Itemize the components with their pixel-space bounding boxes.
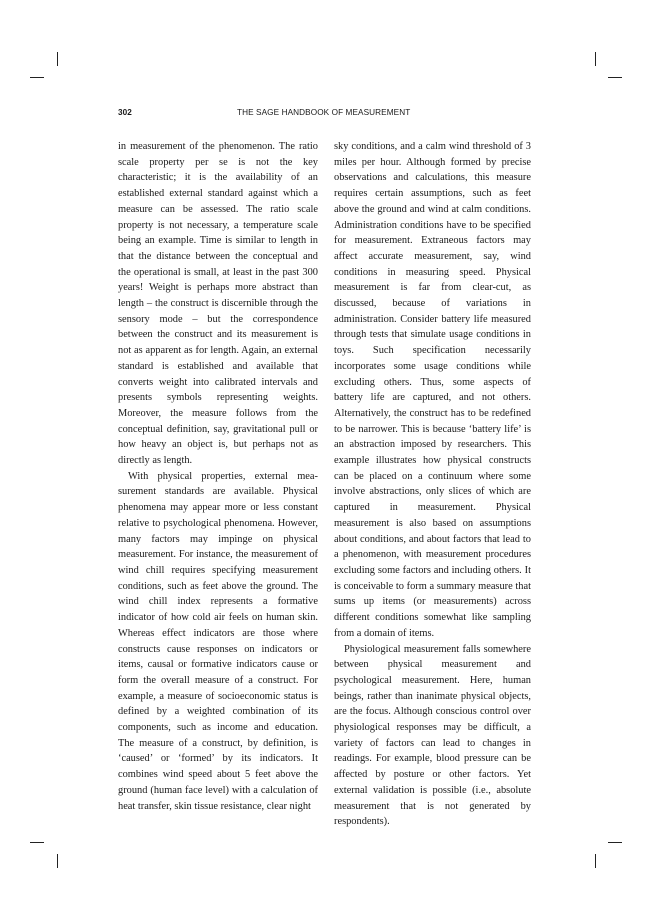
- running-head: [118, 108, 532, 122]
- crop-mark-top-left-horizontal: [30, 77, 44, 78]
- right-column: [334, 139, 531, 830]
- crop-mark-bottom-left-vertical: [57, 854, 58, 868]
- right-paragraph-1: sky conditions, and a calm wind threshold of 3 miles per hour. Although formed by precise observations and calculations, this measure requires certain assumptions, such as feet above the ground and wind at calm conditions. Administration conditions have to be specified for measurement. Extraneous factors may affect accurate measurement, say, wind conditions in measuring speed. Physical measurement is far from clear-cut, as discussed, because of variations in administration. Consider battery life measured through tests that simulate usage conditions in toys. Such specification necessarily incorporates some usage conditions while excluding others. Thus, some aspects of battery life are captured, and not others. Alternatively, the construct has to be redefined to be narrower. This is because ‘battery life’ is an abstraction imposed by researchers. This example illustrates how physical constructs can be placed on a continuum where some involve abstractions, only slices of which are captured in measurement. Physical measurement is also based on assumptions about conditions, and about factors that lead to a phenomenon, with measurement procedures excluding some factors and including others. It is conceivable to form a summary measure that sums up items (or measurements) across different conditions somewhat like sampling from a domain of items.: [334, 141, 531, 639]
- crop-mark-bottom-right-vertical: [595, 854, 596, 868]
- running-title: THE SAGE HANDBOOK OF MEASUREMENT: [237, 108, 411, 117]
- crop-mark-bottom-right-horizontal: [608, 842, 622, 843]
- right-paragraph-2: Physiological measurement falls somewhere between physical measurement and psychological measurement. Here, human beings, rather than inanimate physical objects, are the focus. Although conscious control over physiological responses may be difficult, a variety of factors can lead to changes in readings. For example, blood pressure can be affected by posture or other factors. Yet external validation is possible (i.e., absolute measurement that is not generated by respondents).: [334, 643, 531, 828]
- left-paragraph-2: With physical properties, external measurement standards are available. Physical phenomena may appear more or less constant relative to psychological phenomena. However, many factors may impinge on physical measurement. For instance, the measurement of wind chill requires specifying measurement conditions, such as feet above the ground. The wind chill index represents a formative indicator of how cold air feels on human skin. Whereas effect indicators are those where constructs cause responses on indicators or items, causal or formative indicators cause or form the overall measure of a construct. For example, a measure of socioeconomic status is defined by a weighted combination of its components, such as income and education. The measure of a construct, by definition, is ‘caused’ or ‘formed’ by its indicators. It combines wind speed about 5 feet above the ground (human face level) with a calculation of heat transfer, skin tissue resistance, clear night: [118, 470, 318, 812]
- crop-mark-bottom-left-horizontal: [30, 842, 44, 843]
- left-column: [118, 139, 318, 814]
- left-paragraph-1: in measurement of the phenomenon. The ratio scale property per se is not the key characteristic; it is the availability of an established external standard against which a measure can be assessed. The ratio scale property is not necessary, a temperature scale being an example. Time is similar to length in that the distance between the conceptual and the operational is small, at least in the past 300 years! Weight is perhaps more abstract than length – the construct is discernible through the sensory mode – but the correspondence between the construct and its measurement is not as apparent as for length. Again, an external standard is established and available that converts weight into calibrated intervals and presents symbols representing weights. Moreover, the measure follows from the conceptual definition, say, gravitational pull or how heavy an object is, but perhaps not as directly as length.: [118, 141, 318, 467]
- page-number: 302: [118, 108, 132, 117]
- crop-mark-top-left-vertical: [57, 52, 58, 66]
- crop-mark-top-right-vertical: [595, 52, 596, 66]
- crop-mark-top-right-horizontal: [608, 77, 622, 78]
